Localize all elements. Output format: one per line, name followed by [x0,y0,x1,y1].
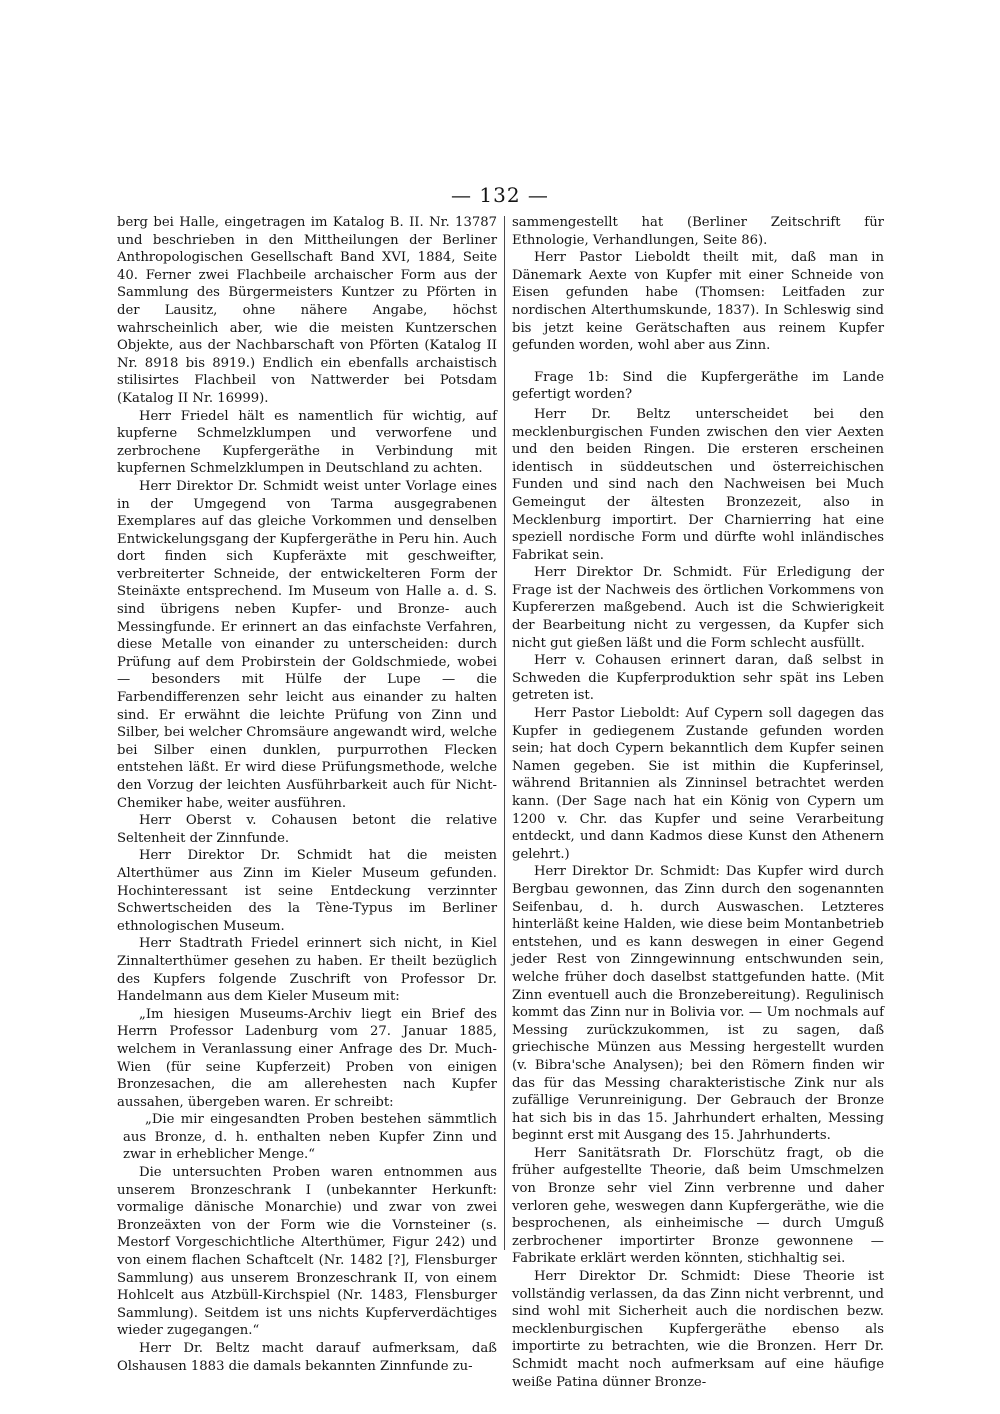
paragraph: Herr Dr. Beltz macht darauf aufmerksam, daß Olshausen 1883 die damals bekannten Zinnfunde zu- [117,1341,497,1374]
paragraph: Herr v. Cohausen erinnert daran, daß selbst in Schweden die Kupferproduktion sehr spät ins Leben getreten ist. [512,653,884,704]
page-number: — 132 — [451,183,549,207]
paragraph: Herr Direktor Dr. Schmidt: Das Kupfer wird durch Bergbau gewonnen, das Zinn durch den sogenannten Seifenbau, d. h. durch Auswaschen. Letzteres hinterläßt keine Halden, wie diese beim Montanbetrieb entstehen, und es kann deswegen in einer Gegend jeder Rest von Zinngewinnung entschwunden sein, welche früher doch daselbst stattgefunden hatte. (Mit Zinn eventuell auch die Bronzebereitung). Regulinisch kommt das Zinn nur in Bolivia vor. — Um nochmals auf Messing zurückzukommen, ist zu sagen, daß griechische Münzen aus Messing hergestellt wurden (v. Bibra'sche Analysen); bei den Römern finden wir das für das Messing charakteristische Zink nur als zufällige Verunreinigung. Der Gebrauch der Bronze hat sich bis in das 15. Jahrhundert erhalten, Messing beginnt erst mit Ausgang des 15. Jahrhunderts. [512,864,884,1144]
column-divider [504,216,505,1250]
paragraph: Herr Dr. Beltz unterscheidet bei den mecklenburgischen Funden zwischen den vier Aexten und den beiden Ringen. Die ersteren erscheinen identisch in süddeutschen und österreichischen Funden und sind nach den Nachweisen bei Much Gemeingut der ältesten Bronzezeit, also in Mecklenburg importirt. Der Charnierring hat eine speziell nordische Form und dürfte wohl inländisches Fabrikat sein. [512,406,884,563]
paragraph: Herr Sanitätsrath Dr. Florschütz fragt, ob die früher aufgestellte Theorie, daß beim Umschmelzen von Bronze sehr viel Zinn verbrenne und daher verloren gehe, weswegen dann Kupfergeräthe, wie die besprochenen, als einheimische — durch Umguß zerbrochener importirter Bronze gewonnene — Fabrikate erklärt werden könnten, stichhaltig sei. [512,1145,884,1267]
paragraph: berg bei Halle, eingetragen im Katalog B. II. Nr. 13787 und beschrieben in den Mittheilungen der Berliner Anthropologischen Gesellschaft Band XVI, 1884, Seite 40. Ferner zwei Flachbeile archaischer Form aus der Sammlung des Bürgermeisters Kuntzer zu Pförten in der Lausitz, ohne nähere Angabe, höchst wahrscheinlich aber, wie die meisten Kuntzerschen Objekte, aus der Nachbarschaft von Pförten (Katalog II Nr. 8918 bis 8919.) Endlich ein ebenfalls archaistisch stilisirtes Flachbeil von Nattwerder bei Potsdam (Katalog II Nr. 16999). [117,215,497,406]
letter-quote: „Die mir eingesandten Proben bestehen sämmtlich aus Bronze, d. h. enthalten neben Kupfer Zinn und zwar in erheblicher Menge.“ [123,1112,497,1163]
paragraph: Herr Pastor Lieboldt theilt mit, daß man in Dänemark Aexte von Kupfer mit einer Schneide von Eisen gefunden habe (Thomsen: Leitfaden zur nordischen Alterthumskunde, 1837). In Schleswig sind bis jetzt keine Gerätschaften aus reinem Kupfer gefunden worden, wohl aber aus Zinn. [512,250,884,354]
paragraph: Herr Direktor Dr. Schmidt hat die meisten Alterthümer aus Zinn im Kieler Museum gefunden. Hochinteressant ist seine Entdeckung verzinnter Schwertscheiden des la Tène-Typus im Berliner ethnologischen Museum. [117,848,497,934]
paragraph: Herr Friedel hält es namentlich für wichtig, auf kupferne Schmelzklumpen und verworfene und zerbrochene Kupfergeräthe in Verbindung mit kupfernen Schmelzklumpen in Deutschland zu achten. [117,408,497,477]
paragraph: Die untersuchten Proben waren entnommen aus unserem Bronzeschrank I (unbekannter Herkunft: vormalige dänische Monarchie) und zwar von zwei Bronzeäxten von der Form wie die Vornsteiner (s. Mestorf Vorgeschichtliche Alterthümer, Figur 242) und von einem flachen Schaftcelt (Nr. 1482 [?], Flensburger Sammlung) aus unserem Bronzeschrank II, von einem Hohlcelt aus Atzbüll-Kirchspiel (Nr. 1483, Flensburger Sammlung). Seitdem ist uns nichts Kupferverdächtiges wieder zugegangen.“ [117,1165,497,1339]
section-heading: Frage 1b: Sind die Kupfergeräthe im Lande gefertigt worden? [512,369,884,403]
paragraph: Herr Oberst v. Cohausen betont die relative Seltenheit der Zinnfunde. [117,813,497,846]
paragraph: Herr Direktor Dr. Schmidt weist unter Vorlage eines in der Umgegend von Tarma ausgegrabenen Exemplares auf das gleiche Vorkommen und denselben Entwickelungsgang der Kupfergeräthe in Peru hin. Auch dort finden sich Kupferäxte mit geschweifter, verbreiterter Schneide, der entwickelteren Form der Steinäxte entsprechend. Im Museum von Halle a. d. S. sind übrigens neben Kupfer- und Bronze- auch Messingfunde. Er erinnert an das einfachste Verfahren, diese Metalle von einander zu unterscheiden: durch Prüfung auf dem Probirstein der Goldschmiede, wobei — besonders mit Hülfe der Lupe — die Farbendifferenzen sehr leicht aus einander zu halten sind. Er erwähnt die leichte Prüfung von Zinn und Silber, bei welcher Chromsäure angewandt wird, welche bei Silber einen dunklen, purpurrothen Flecken entstehen läßt. Er wird diese Prüfungsmethode, welche den Vorzug der leichten Ausführbarkeit auch für Nicht-Chemiker habe, weiter ausführen. [117,478,497,811]
letter-quote: „Im hiesigen Museums-Archiv liegt ein Brief des Herrn Professor Ladenburg vom 27. Januar 1885, welchem in Veranlassung einer Anfrage des Dr. Much-Wien (für seine Kupferzeit) Proben von einigen Bronzesachen, die am allerehesten nach Kupfer aussahen, übergeben waren. Er schreibt: [117,1006,497,1110]
paragraph: Herr Stadtrath Friedel erinnert sich nicht, in Kiel Zinnalterthümer gesehen zu haben. Er theilt bezüglich des Kupfers folgende Zuschrift von Professor Dr. Handelmann aus dem Kieler Museum mit: [117,936,497,1005]
right-column [512,214,884,1414]
paragraph: Herr Direktor Dr. Schmidt: Diese Theorie ist vollständig verlassen, da das Zinn nicht verbrennt, und sind wohl mit Sicherheit auch die nordischen bezw. mecklenburgischen Kupfergeräthe ebenso als importirte zu betrachten, wie die Bronzen. Herr Dr. Schmidt macht noch aufmerksam auf eine häufige weiße Patina dünner Bronze- [512,1269,884,1390]
paragraph: Herr Direktor Dr. Schmidt. Für Erledigung der Frage ist der Nachweis des örtlichen Vorkommens von Kupfererzen maßgebend. Auch ist die Schwierigkeit der Bearbeitung nicht zu vergessen, da Kupfer sich nicht gut gießen läßt und die Form schlecht ausfüllt. [512,565,884,651]
paragraph: sammengestellt hat (Berliner Zeitschrift für Ethnologie, Verhandlungen, Seite 86). [512,215,884,248]
left-column [117,214,497,1414]
paragraph: Herr Pastor Lieboldt: Auf Cypern soll dagegen das Kupfer in gediegenem Zustande gefunden worden sein; hat doch Cypern bekanntlich dem Kupfer seinen Namen gegeben. Sie ist mithin die Kupferinsel, während Britannien als Zinninsel betrachtet werden kann. (Der Sage nach hat ein König von Cypern um 1200 v. Chr. das Kupfer und seine Verarbeitung entdeckt, und dann Kadmos diese Kunst den Athenern gelehrt.) [512,706,884,862]
